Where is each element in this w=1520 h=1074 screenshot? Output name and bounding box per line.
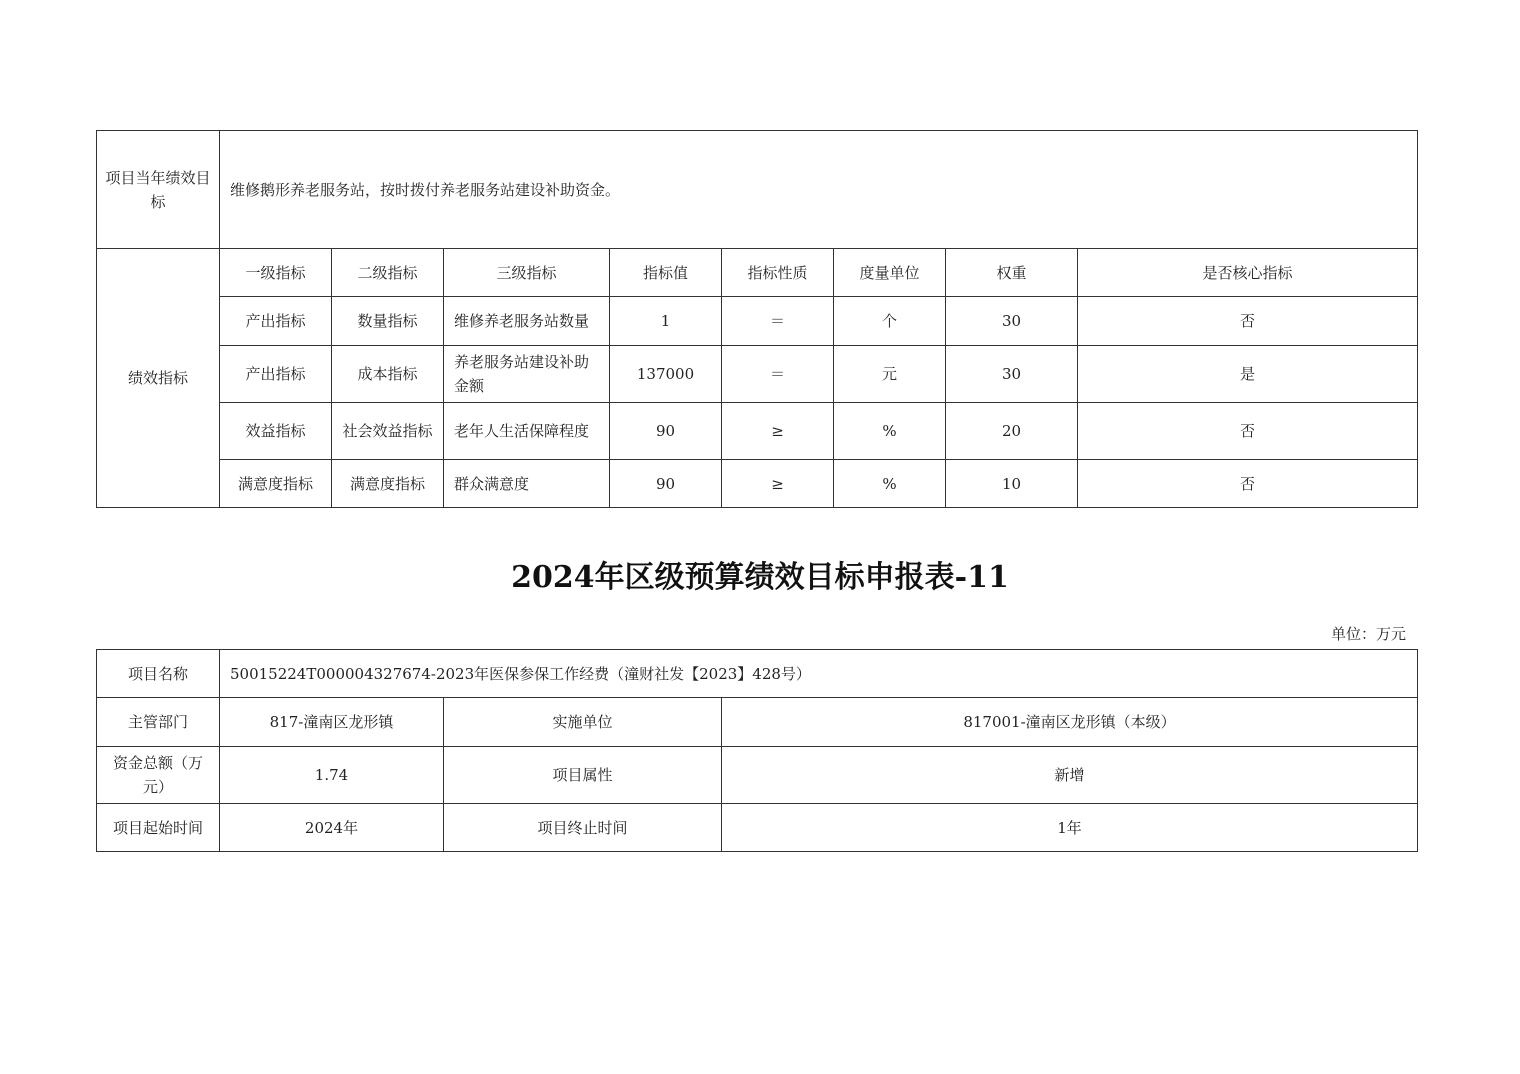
level1-cell: 满意度指标 [220, 460, 332, 508]
project-info-table [96, 649, 1418, 852]
table-row [97, 346, 1418, 403]
header-cell: 二级指标 [332, 249, 444, 297]
nature-cell: ＝ [722, 346, 834, 403]
core-cell: 否 [1078, 460, 1418, 508]
nature-cell: ≥ [722, 403, 834, 460]
header-cell: 是否核心指标 [1078, 249, 1418, 297]
header-cell: 一级指标 [220, 249, 332, 297]
table-row [97, 460, 1418, 508]
unit-cell: 元 [834, 346, 946, 403]
weight-cell: 30 [946, 346, 1078, 403]
level2-cell: 数量指标 [332, 297, 444, 346]
attr-label: 项目属性 [444, 747, 722, 804]
unit-cell: % [834, 460, 946, 508]
header-cell: 度量单位 [834, 249, 946, 297]
level3-cell: 群众满意度 [444, 460, 610, 508]
level2-cell: 满意度指标 [332, 460, 444, 508]
time-row [97, 804, 1418, 852]
table-row [97, 297, 1418, 346]
weight-cell: 20 [946, 403, 1078, 460]
dept-label: 主管部门 [97, 698, 220, 747]
core-cell: 否 [1078, 403, 1418, 460]
fund-row [97, 747, 1418, 804]
header-cell: 指标值 [610, 249, 722, 297]
indicator-header-row [97, 249, 1418, 297]
page-title: 2024年区级预算绩效目标申报表-11 [511, 560, 1009, 595]
value-cell: 90 [610, 403, 722, 460]
end-value: 1年 [722, 804, 1418, 852]
header-cell: 指标性质 [722, 249, 834, 297]
level3-cell: 养老服务站建设补助金额 [444, 346, 610, 403]
header-cell: 三级指标 [444, 249, 610, 297]
level1-cell: 效益指标 [220, 403, 332, 460]
dept-row [97, 698, 1418, 747]
project-name-label: 项目名称 [97, 650, 220, 698]
core-cell: 否 [1078, 297, 1418, 346]
goal-row [97, 131, 1418, 249]
value-cell: 1 [610, 297, 722, 346]
end-label: 项目终止时间 [444, 804, 722, 852]
header-cell: 权重 [946, 249, 1078, 297]
performance-table [96, 130, 1418, 508]
value-cell: 90 [610, 460, 722, 508]
goal-text: 维修鹅形养老服务站，按时拨付养老服务站建设补助资金。 [220, 131, 1418, 249]
weight-cell: 10 [946, 460, 1078, 508]
weight-cell: 30 [946, 297, 1078, 346]
start-value: 2024年 [220, 804, 444, 852]
goal-label: 项目当年绩效目标 [97, 131, 220, 249]
impl-value: 817001-潼南区龙形镇（本级） [722, 698, 1418, 747]
level2-cell: 成本指标 [332, 346, 444, 403]
nature-cell: ≥ [722, 460, 834, 508]
attr-value: 新增 [722, 747, 1418, 804]
indicator-label: 绩效指标 [97, 249, 220, 508]
project-name-row [97, 650, 1418, 698]
level3-cell: 老年人生活保障程度 [444, 403, 610, 460]
unit-cell: % [834, 403, 946, 460]
fund-value: 1.74 [220, 747, 444, 804]
fund-label: 资金总额（万元） [97, 747, 220, 804]
dept-value: 817-潼南区龙形镇 [220, 698, 444, 747]
value-cell: 137000 [610, 346, 722, 403]
level2-cell: 社会效益指标 [332, 403, 444, 460]
level1-cell: 产出指标 [220, 346, 332, 403]
unit-cell: 个 [834, 297, 946, 346]
table-row [97, 403, 1418, 460]
impl-label: 实施单位 [444, 698, 722, 747]
unit-label: 单位：万元 [1330, 625, 1406, 643]
core-cell: 是 [1078, 346, 1418, 403]
nature-cell: ＝ [722, 297, 834, 346]
project-name-value: 50015224T000004327674-2023年医保参保工作经费（潼财社发【2023】428号） [220, 650, 1418, 698]
start-label: 项目起始时间 [97, 804, 220, 852]
level3-cell: 维修养老服务站数量 [444, 297, 610, 346]
level1-cell: 产出指标 [220, 297, 332, 346]
